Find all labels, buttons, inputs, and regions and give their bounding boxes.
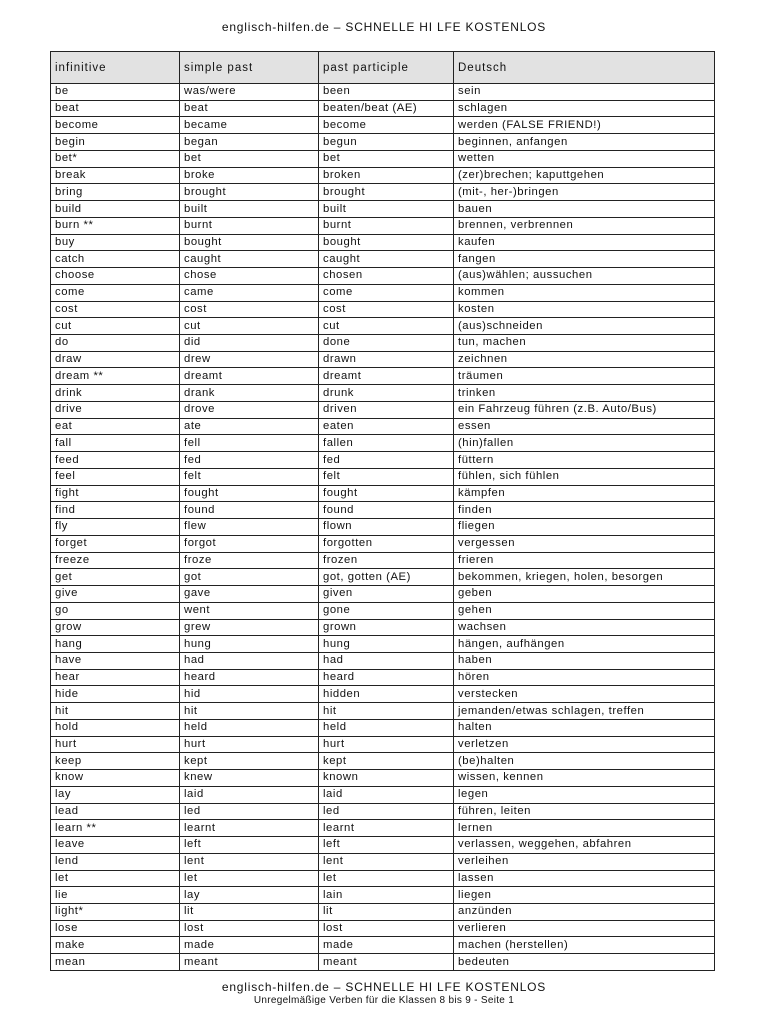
cell-past-participle: had: [319, 652, 454, 669]
table-row: [51, 335, 715, 352]
cell-deutsch: zeichnen: [454, 351, 715, 368]
cell-deutsch: kosten: [454, 301, 715, 318]
cell-infinitive: come: [51, 284, 180, 301]
cell-past-participle: built: [319, 201, 454, 218]
cell-past-participle: gone: [319, 602, 454, 619]
cell-past-participle: burnt: [319, 217, 454, 234]
cell-deutsch: bauen: [454, 201, 715, 218]
cell-infinitive: drive: [51, 401, 180, 418]
cell-deutsch: fühlen, sich fühlen: [454, 468, 715, 485]
cell-infinitive: make: [51, 937, 180, 954]
table-row: [51, 117, 715, 134]
column-header-deutsch: Deutsch: [454, 52, 715, 84]
table-row: [51, 753, 715, 770]
cell-infinitive: catch: [51, 251, 180, 268]
cell-deutsch: liegen: [454, 887, 715, 904]
cell-deutsch: geben: [454, 586, 715, 603]
cell-infinitive: lay: [51, 786, 180, 803]
cell-infinitive: hurt: [51, 736, 180, 753]
table-row: [51, 251, 715, 268]
cell-simple-past: fell: [180, 435, 319, 452]
table-row: [51, 368, 715, 385]
cell-deutsch: vergessen: [454, 535, 715, 552]
cell-deutsch: träumen: [454, 368, 715, 385]
table-row: [51, 535, 715, 552]
cell-simple-past: heard: [180, 669, 319, 686]
cell-simple-past: lost: [180, 920, 319, 937]
cell-infinitive: grow: [51, 619, 180, 636]
cell-deutsch: legen: [454, 786, 715, 803]
cell-deutsch: jemanden/etwas schlagen, treffen: [454, 703, 715, 720]
cell-simple-past: felt: [180, 468, 319, 485]
cell-deutsch: haben: [454, 652, 715, 669]
cell-deutsch: lernen: [454, 820, 715, 837]
cell-deutsch: hören: [454, 669, 715, 686]
cell-infinitive: freeze: [51, 552, 180, 569]
cell-infinitive: fall: [51, 435, 180, 452]
table-row: [51, 167, 715, 184]
cell-deutsch: verleihen: [454, 853, 715, 870]
table-row: [51, 351, 715, 368]
cell-simple-past: held: [180, 719, 319, 736]
cell-infinitive: cost: [51, 301, 180, 318]
cell-simple-past: began: [180, 134, 319, 151]
cell-past-participle: forgotten: [319, 535, 454, 552]
cell-simple-past: dreamt: [180, 368, 319, 385]
table-row: [51, 619, 715, 636]
cell-past-participle: heard: [319, 669, 454, 686]
cell-past-participle: fought: [319, 485, 454, 502]
cell-deutsch: (be)halten: [454, 753, 715, 770]
column-header-infinitive: infinitive: [51, 52, 180, 84]
cell-deutsch: sein: [454, 84, 715, 101]
table-row: [51, 284, 715, 301]
cell-infinitive: eat: [51, 418, 180, 435]
cell-simple-past: ate: [180, 418, 319, 435]
table-row: [51, 184, 715, 201]
cell-infinitive: mean: [51, 954, 180, 971]
cell-past-participle: come: [319, 284, 454, 301]
cell-past-participle: chosen: [319, 268, 454, 285]
cell-past-participle: hit: [319, 703, 454, 720]
cell-past-participle: frozen: [319, 552, 454, 569]
cell-simple-past: had: [180, 652, 319, 669]
cell-simple-past: gave: [180, 586, 319, 603]
cell-infinitive: hear: [51, 669, 180, 686]
cell-past-participle: felt: [319, 468, 454, 485]
cell-deutsch: tun, machen: [454, 335, 715, 352]
cell-infinitive: become: [51, 117, 180, 134]
table-row: [51, 954, 715, 971]
cell-past-participle: led: [319, 803, 454, 820]
cell-infinitive: drink: [51, 385, 180, 402]
table-row: [51, 217, 715, 234]
table-row: [51, 887, 715, 904]
cell-past-participle: left: [319, 837, 454, 854]
cell-simple-past: bet: [180, 150, 319, 167]
cell-simple-past: hung: [180, 636, 319, 653]
cell-deutsch: führen, leiten: [454, 803, 715, 820]
cell-deutsch: bekommen, kriegen, holen, besorgen: [454, 569, 715, 586]
table-row: [51, 401, 715, 418]
table-row: [51, 602, 715, 619]
cell-deutsch: hängen, aufhängen: [454, 636, 715, 653]
cell-deutsch: (mit-, her-)bringen: [454, 184, 715, 201]
table-row: [51, 485, 715, 502]
cell-deutsch: kaufen: [454, 234, 715, 251]
cell-past-participle: eaten: [319, 418, 454, 435]
cell-simple-past: came: [180, 284, 319, 301]
cell-past-participle: broken: [319, 167, 454, 184]
cell-past-participle: caught: [319, 251, 454, 268]
table-row: [51, 820, 715, 837]
cell-past-participle: done: [319, 335, 454, 352]
cell-past-participle: beaten/beat (AE): [319, 100, 454, 117]
cell-past-participle: let: [319, 870, 454, 887]
cell-deutsch: schlagen: [454, 100, 715, 117]
cell-simple-past: hid: [180, 686, 319, 703]
table-row: [51, 201, 715, 218]
cell-past-participle: been: [319, 84, 454, 101]
table-row: [51, 134, 715, 151]
cell-infinitive: bet*: [51, 150, 180, 167]
cell-deutsch: fliegen: [454, 519, 715, 536]
cell-simple-past: got: [180, 569, 319, 586]
cell-past-participle: learnt: [319, 820, 454, 837]
cell-past-participle: lain: [319, 887, 454, 904]
cell-deutsch: trinken: [454, 385, 715, 402]
cell-deutsch: wissen, kennen: [454, 770, 715, 787]
cell-simple-past: cut: [180, 318, 319, 335]
table-row: [51, 736, 715, 753]
cell-simple-past: caught: [180, 251, 319, 268]
table-row: [51, 418, 715, 435]
cell-deutsch: wachsen: [454, 619, 715, 636]
cell-simple-past: hurt: [180, 736, 319, 753]
cell-infinitive: feed: [51, 452, 180, 469]
table-row: [51, 803, 715, 820]
cell-past-participle: got, gotten (AE): [319, 569, 454, 586]
cell-past-participle: driven: [319, 401, 454, 418]
table-row: [51, 268, 715, 285]
cell-deutsch: verlieren: [454, 920, 715, 937]
table-row: [51, 318, 715, 335]
cell-infinitive: fly: [51, 519, 180, 536]
cell-infinitive: be: [51, 84, 180, 101]
cell-deutsch: (hin)fallen: [454, 435, 715, 452]
cell-infinitive: draw: [51, 351, 180, 368]
cell-infinitive: get: [51, 569, 180, 586]
cell-past-participle: flown: [319, 519, 454, 536]
cell-infinitive: know: [51, 770, 180, 787]
cell-simple-past: became: [180, 117, 319, 134]
cell-past-participle: lit: [319, 903, 454, 920]
cell-deutsch: kämpfen: [454, 485, 715, 502]
cell-infinitive: lie: [51, 887, 180, 904]
cell-simple-past: found: [180, 502, 319, 519]
table-row: [51, 385, 715, 402]
cell-deutsch: fangen: [454, 251, 715, 268]
cell-infinitive: lead: [51, 803, 180, 820]
cell-infinitive: begin: [51, 134, 180, 151]
table-row: [51, 100, 715, 117]
table-row: [51, 435, 715, 452]
cell-infinitive: fight: [51, 485, 180, 502]
table-row: [51, 686, 715, 703]
footer-title: englisch-hilfen.de – SCHNELLE HI LFE KOSTENLOS: [221, 980, 547, 994]
cell-infinitive: break: [51, 167, 180, 184]
column-header-past-participle: past participle: [319, 52, 454, 84]
table-row: [51, 234, 715, 251]
table-row: [51, 552, 715, 569]
cell-infinitive: give: [51, 586, 180, 603]
cell-deutsch: machen (herstellen): [454, 937, 715, 954]
cell-past-participle: laid: [319, 786, 454, 803]
cell-past-participle: dreamt: [319, 368, 454, 385]
cell-simple-past: was/were: [180, 84, 319, 101]
cell-simple-past: fought: [180, 485, 319, 502]
cell-deutsch: kommen: [454, 284, 715, 301]
cell-infinitive: hide: [51, 686, 180, 703]
table-row: [51, 770, 715, 787]
cell-past-participle: cut: [319, 318, 454, 335]
cell-simple-past: beat: [180, 100, 319, 117]
cell-deutsch: (aus)schneiden: [454, 318, 715, 335]
cell-past-participle: cost: [319, 301, 454, 318]
cell-past-participle: brought: [319, 184, 454, 201]
cell-simple-past: built: [180, 201, 319, 218]
table-row: [51, 853, 715, 870]
cell-deutsch: frieren: [454, 552, 715, 569]
cell-infinitive: dream **: [51, 368, 180, 385]
cell-deutsch: bedeuten: [454, 954, 715, 971]
cell-past-participle: hung: [319, 636, 454, 653]
cell-deutsch: ein Fahrzeug führen (z.B. Auto/Bus): [454, 401, 715, 418]
cell-deutsch: anzünden: [454, 903, 715, 920]
cell-simple-past: drove: [180, 401, 319, 418]
footer-subtitle: Unregelmäßige Verben für die Klassen 8 bis 9 - Seite 1: [253, 995, 515, 1006]
table-row: [51, 669, 715, 686]
table-row: [51, 84, 715, 101]
cell-past-participle: bought: [319, 234, 454, 251]
cell-infinitive: burn **: [51, 217, 180, 234]
cell-deutsch: verletzen: [454, 736, 715, 753]
table-row: [51, 301, 715, 318]
cell-infinitive: lend: [51, 853, 180, 870]
cell-simple-past: learnt: [180, 820, 319, 837]
cell-simple-past: did: [180, 335, 319, 352]
page-footer: [0, 980, 768, 1006]
cell-deutsch: verlassen, weggehen, abfahren: [454, 837, 715, 854]
cell-infinitive: buy: [51, 234, 180, 251]
cell-simple-past: drew: [180, 351, 319, 368]
cell-infinitive: find: [51, 502, 180, 519]
cell-infinitive: hit: [51, 703, 180, 720]
cell-deutsch: halten: [454, 719, 715, 736]
cell-simple-past: let: [180, 870, 319, 887]
cell-infinitive: hold: [51, 719, 180, 736]
cell-infinitive: beat: [51, 100, 180, 117]
cell-simple-past: fed: [180, 452, 319, 469]
table-row: [51, 870, 715, 887]
cell-past-participle: found: [319, 502, 454, 519]
cell-past-participle: fallen: [319, 435, 454, 452]
cell-past-participle: hurt: [319, 736, 454, 753]
cell-deutsch: (zer)brechen; kaputtgehen: [454, 167, 715, 184]
table-header-row: [51, 52, 715, 84]
cell-simple-past: made: [180, 937, 319, 954]
page-header: englisch-hilfen.de – SCHNELLE HI LFE KOSTENLOS: [221, 20, 547, 34]
cell-past-participle: drunk: [319, 385, 454, 402]
cell-past-participle: made: [319, 937, 454, 954]
cell-deutsch: gehen: [454, 602, 715, 619]
table-row: [51, 903, 715, 920]
table-row: [51, 719, 715, 736]
cell-infinitive: light*: [51, 903, 180, 920]
cell-simple-past: cost: [180, 301, 319, 318]
cell-deutsch: füttern: [454, 452, 715, 469]
cell-simple-past: kept: [180, 753, 319, 770]
cell-infinitive: hang: [51, 636, 180, 653]
cell-simple-past: drank: [180, 385, 319, 402]
table-row: [51, 586, 715, 603]
cell-deutsch: brennen, verbrennen: [454, 217, 715, 234]
table-row: [51, 703, 715, 720]
cell-infinitive: have: [51, 652, 180, 669]
cell-past-participle: kept: [319, 753, 454, 770]
cell-infinitive: go: [51, 602, 180, 619]
cell-past-participle: meant: [319, 954, 454, 971]
cell-past-participle: lost: [319, 920, 454, 937]
table-row: [51, 652, 715, 669]
cell-simple-past: lit: [180, 903, 319, 920]
cell-simple-past: grew: [180, 619, 319, 636]
cell-deutsch: werden (FALSE FRIEND!): [454, 117, 715, 134]
cell-infinitive: learn **: [51, 820, 180, 837]
cell-past-participle: grown: [319, 619, 454, 636]
table-row: [51, 452, 715, 469]
cell-infinitive: do: [51, 335, 180, 352]
cell-simple-past: knew: [180, 770, 319, 787]
cell-infinitive: forget: [51, 535, 180, 552]
cell-simple-past: froze: [180, 552, 319, 569]
cell-deutsch: finden: [454, 502, 715, 519]
table-body: [51, 84, 715, 971]
table-row: [51, 837, 715, 854]
cell-simple-past: forgot: [180, 535, 319, 552]
cell-past-participle: lent: [319, 853, 454, 870]
cell-past-participle: given: [319, 586, 454, 603]
table-row: [51, 569, 715, 586]
cell-infinitive: let: [51, 870, 180, 887]
table-row: [51, 636, 715, 653]
cell-past-participle: held: [319, 719, 454, 736]
cell-infinitive: keep: [51, 753, 180, 770]
cell-simple-past: meant: [180, 954, 319, 971]
cell-past-participle: begun: [319, 134, 454, 151]
cell-simple-past: bought: [180, 234, 319, 251]
cell-deutsch: beginnen, anfangen: [454, 134, 715, 151]
cell-simple-past: burnt: [180, 217, 319, 234]
column-header-simple-past: simple past: [180, 52, 319, 84]
cell-past-participle: hidden: [319, 686, 454, 703]
cell-infinitive: choose: [51, 268, 180, 285]
cell-deutsch: lassen: [454, 870, 715, 887]
cell-simple-past: left: [180, 837, 319, 854]
cell-infinitive: leave: [51, 837, 180, 854]
cell-simple-past: lent: [180, 853, 319, 870]
table-row: [51, 937, 715, 954]
table-row: [51, 468, 715, 485]
cell-simple-past: flew: [180, 519, 319, 536]
cell-past-participle: become: [319, 117, 454, 134]
irregular-verbs-table: [50, 51, 715, 971]
table-row: [51, 519, 715, 536]
cell-deutsch: verstecken: [454, 686, 715, 703]
table-row: [51, 920, 715, 937]
cell-past-participle: known: [319, 770, 454, 787]
cell-past-participle: drawn: [319, 351, 454, 368]
cell-past-participle: bet: [319, 150, 454, 167]
cell-simple-past: brought: [180, 184, 319, 201]
cell-simple-past: went: [180, 602, 319, 619]
cell-simple-past: lay: [180, 887, 319, 904]
cell-simple-past: chose: [180, 268, 319, 285]
cell-simple-past: led: [180, 803, 319, 820]
cell-past-participle: fed: [319, 452, 454, 469]
table-row: [51, 786, 715, 803]
cell-simple-past: laid: [180, 786, 319, 803]
table-row: [51, 150, 715, 167]
cell-infinitive: build: [51, 201, 180, 218]
cell-infinitive: bring: [51, 184, 180, 201]
cell-deutsch: (aus)wählen; aussuchen: [454, 268, 715, 285]
cell-simple-past: broke: [180, 167, 319, 184]
cell-infinitive: lose: [51, 920, 180, 937]
cell-infinitive: feel: [51, 468, 180, 485]
cell-infinitive: cut: [51, 318, 180, 335]
cell-deutsch: wetten: [454, 150, 715, 167]
cell-deutsch: essen: [454, 418, 715, 435]
cell-simple-past: hit: [180, 703, 319, 720]
table-row: [51, 502, 715, 519]
